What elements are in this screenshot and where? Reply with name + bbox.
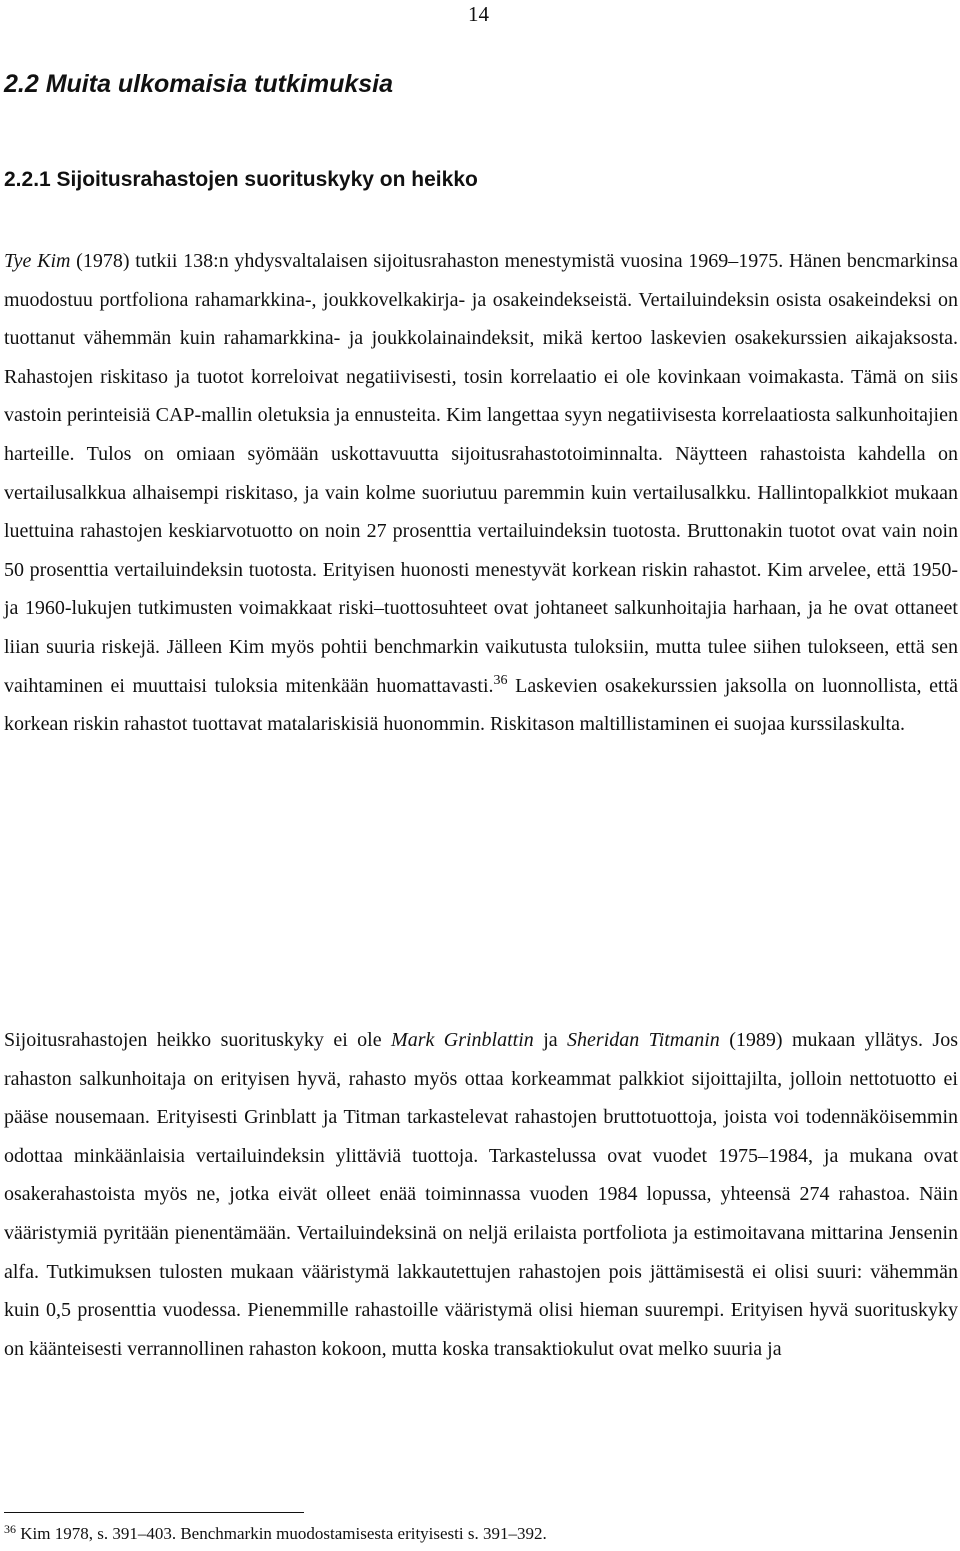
footnote-divider [4, 1512, 304, 1513]
footnote-text: Kim 1978, s. 391–403. Benchmarkin muodostamisesta erityisesti s. 391–392. [16, 1524, 547, 1543]
paragraph-text: ja [533, 1029, 568, 1051]
author-name: Sheridan Titmanin [567, 1029, 720, 1051]
paragraph-text: Laskevien osakekurssien jaksolla on luonnollista, että korkean riskin rahastot tuottavat matalariskisiä huonommin. Riskitason maltillistaminen ei suojaa kurssilaskulta. [4, 674, 958, 736]
paragraph-text: (1989) mukaan yllätys. Jos rahaston salkunhoitaja on erityisen hyvä, rahasto myös ottaa korkeammat palkkiot sijoittajilta, jolloin nettotuotto ei pääse nousemaan. Erityisesti Grinblatt ja Titman tarkastelevat rahastojen bruttotuottoja, joista voi todennäköisemmin odottaa minkäänlaisia vertailuindeksin ylittäviä tuottoja. Tarkastelussa ovat vuodet 1975–1984, ja mukana ovat osakerahastoista myös ne, jotka eivät olleet enää toiminnassa vuoden 1984 lopussa, yhteensä 274 rahastoa. Näin vääristymiä pyritään pienentämään. Vertailuindeksinä on neljä erilaista portfoliota ja estimoitavana mittarina Jensenin alfa. Tutkimuksen tulosten mukaan vääristymä lakkautettujen rahastojen pois jättämisestä ei olisi suuri: vähemmän kuin 0,5 prosenttia vuodessa. Pienemmille rahastoille vääristymä olisi hieman suurempi. Erityisen hyvä suorituskyky on käänteisesti verrannollinen rahaston kokoon, mutta koska transaktiokulut ovat melko suuria ja [4, 1029, 958, 1360]
body-paragraph-1 [4, 242, 958, 744]
subsection-heading: 2.2.1 Sijoitusrahastojen suorituskyky on heikko [4, 168, 478, 191]
footnote-reference: 36 [493, 672, 508, 688]
paragraph-text: Sijoitusrahastojen heikko suorituskyky ei ole [4, 1029, 392, 1051]
section-heading: 2.2 Muita ulkomaisia tutkimuksia [4, 70, 394, 98]
author-name: Tye Kim [4, 250, 71, 272]
page-number: 14 [468, 2, 489, 26]
footnote-number: 36 [4, 1522, 16, 1536]
author-name: Mark Grinblattin [391, 1029, 534, 1051]
footnote [4, 1522, 547, 1544]
body-paragraph-2 [4, 1021, 958, 1368]
paragraph-text: (1978) tutkii 138:n yhdysvaltalaisen sijoitusrahaston menestymistä vuosina 1969–1975. Hänen bencmarkinsa muodostuu portfoliona rahamarkkina-, joukkovelkakirja- ja osakeindekseistä. Vertailuindeksin osista osakeindeksi on tuottanut vähemmän kuin rahamarkkina- ja joukkolainaindeksit, mikä kertoo laskevien osakekurssien aikajaksosta. Rahastojen riskitaso ja tuotot korreloivat negatiivisesti, tosin korrelaatio ei ole kovinkaan voimakasta. Tämä on siis vastoin perinteisiä CAP-mallin oletuksia ja ennusteita. Kim langettaa syyn negatiivisesta korrelaatiosta salkunhoitajien harteille. Tulos on omiaan syömään uskottavuutta sijoitusrahastotoiminnalta. Näytteen rahastoista kahdella on vertailusalkkua alhaisempi riskitaso, ja vain kolme suoriutuu paremmin kuin vertailusalkku. Hallintopalkkiot mukaan luettuina rahastojen keskiarvotuotto on noin 27 prosenttia vertailuindeksin tuotosta. Bruttonakin tuotot ovat vain noin 50 prosenttia vertailuindeksin tuotosta. Erityisen huonosti menestyvät korkean riskin rahastot. Kim arvelee, että 1950- ja 1960-lukujen tutkimusten voimakkaat riski–tuottosuhteet ovat johtaneet salkunhoitajia harhaan, ja he ovat ottaneet liian suuria riskejä. Jälleen Kim myös pohtii benchmarkin vaikutusta tuloksiin, mutta tulee siihen tulokseen, että sen vaihtaminen ei muuttaisi tuloksia mitenkään huomattavasti. [4, 250, 958, 697]
